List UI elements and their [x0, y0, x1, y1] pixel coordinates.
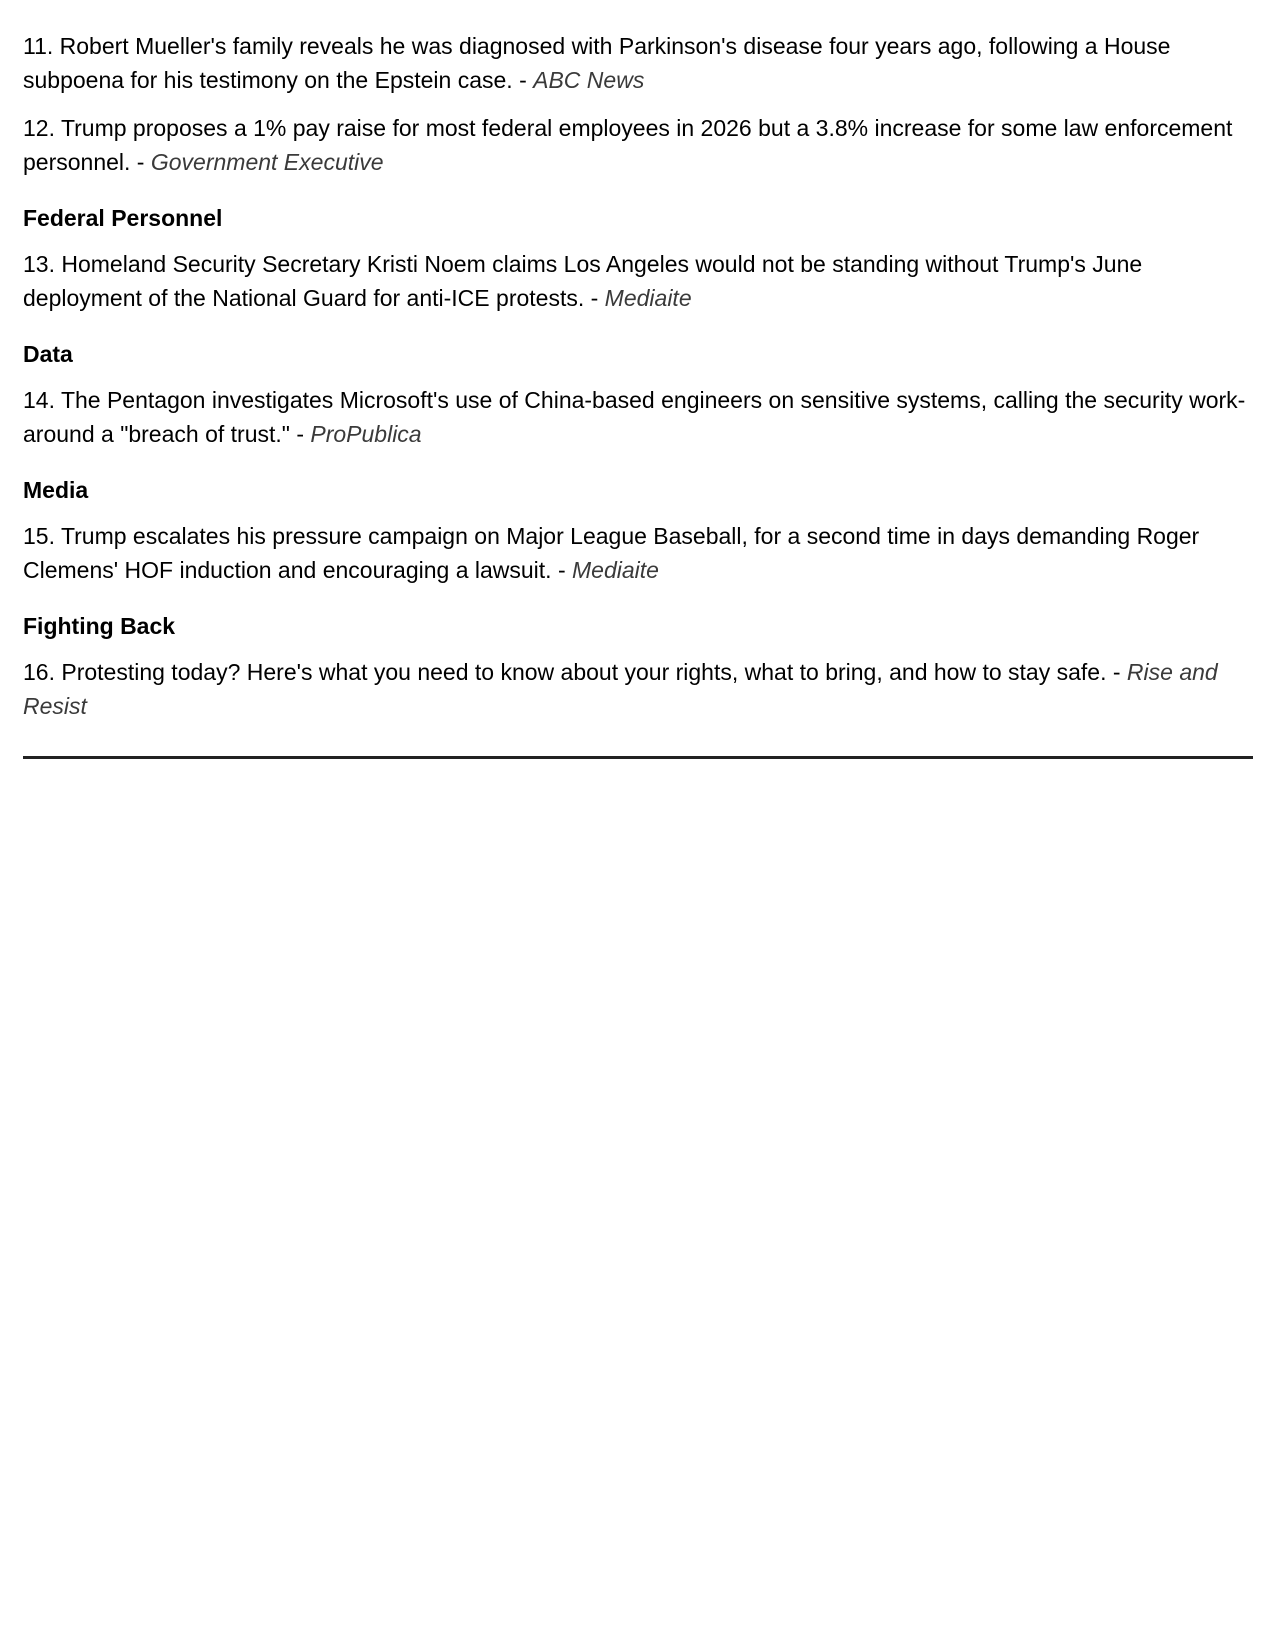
section-heading-fighting-back: Fighting Back — [23, 613, 176, 639]
news-item-16 — [23, 655, 1251, 723]
news-item-text: 15. Trump escalates his pressure campaign on Major League Baseball, for a second time in days demanding Roger Clemens' HOF induction and encouraging a lawsuit. - — [23, 523, 1200, 583]
news-source-link[interactable]: ABC News — [533, 67, 645, 93]
news-source-link[interactable]: Government Executive — [150, 149, 384, 175]
news-item-text: 13. Homeland Security Secretary Kristi Noem claims Los Angeles would not be standing without Trump's June deployment of the National Guard for anti-ICE protests. - — [23, 251, 1143, 311]
news-item-text: 16. Protesting today? Here's what you need to know about your rights, what to bring, and how to stay safe. - — [23, 659, 1127, 685]
section-heading-federal-personnel: Federal Personnel — [23, 205, 223, 231]
news-source-link[interactable]: Mediaite — [604, 285, 692, 311]
news-item-text: 14. The Pentagon investigates Microsoft's use of China-based engineers on sensitive systems, calling the security work-around a "breach of trust." - — [23, 387, 1246, 447]
section-heading-media: Media — [23, 477, 89, 503]
news-item-14 — [23, 383, 1251, 451]
news-item-12 — [23, 111, 1251, 179]
divider-rule — [23, 756, 1253, 759]
news-source-link[interactable]: ProPublica — [310, 421, 422, 447]
news-item-text: 12. Trump proposes a 1% pay raise for most federal employees in 2026 but a 3.8% increase for some law enforcement personnel. - — [23, 115, 1233, 175]
news-source-link[interactable]: Rise and Resist — [23, 659, 1218, 719]
news-source-link[interactable]: Mediaite — [572, 557, 659, 583]
news-item-text: 11. Robert Mueller's family reveals he was diagnosed with Parkinson's disease four years ago, following a House subpoena for his testimony on the Epstein case. - — [23, 33, 1171, 93]
news-item-11 — [23, 29, 1251, 97]
news-item-13 — [23, 247, 1251, 315]
section-heading-data: Data — [23, 341, 73, 367]
news-item-15 — [23, 519, 1251, 587]
